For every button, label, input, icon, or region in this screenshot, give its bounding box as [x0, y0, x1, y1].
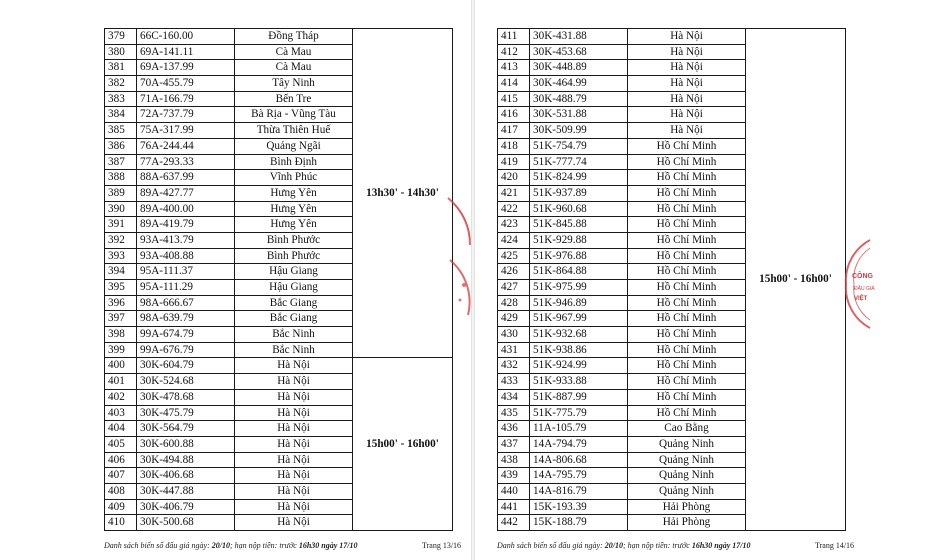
row-number: 394: [105, 264, 137, 280]
row-number: 423: [498, 217, 530, 233]
province-name: Hà Nội: [235, 374, 353, 390]
row-number: 380: [105, 44, 137, 60]
plate-number: 30K-453.68: [530, 44, 628, 60]
row-number: 409: [105, 499, 137, 515]
table-row: [498, 29, 846, 45]
province-name: Hồ Chí Minh: [628, 170, 746, 186]
province-name: Bắc Ninh: [235, 342, 353, 358]
row-number: 434: [498, 389, 530, 405]
row-number: 420: [498, 170, 530, 186]
row-number: 402: [105, 389, 137, 405]
plate-number: 51K-976.88: [530, 248, 628, 264]
plate-number: 51K-864.88: [530, 264, 628, 280]
province-name: Hải Phòng: [628, 499, 746, 515]
row-number: 400: [105, 358, 137, 374]
province-name: Hà Nội: [235, 468, 353, 484]
row-number: 424: [498, 232, 530, 248]
province-name: Hồ Chí Minh: [628, 327, 746, 343]
row-number: 382: [105, 76, 137, 92]
row-number: 386: [105, 138, 137, 154]
document-page-right: [474, 0, 864, 560]
plate-number: 51K-887.99: [530, 389, 628, 405]
plate-number: 14A-816.79: [530, 483, 628, 499]
footer-deadline: 16h30 ngày 17/10: [298, 541, 358, 550]
plate-number: 51K-967.99: [530, 311, 628, 327]
plate-number: 51K-937.89: [530, 185, 628, 201]
province-name: Hà Nội: [628, 123, 746, 139]
province-name: Vĩnh Phúc: [235, 170, 353, 186]
row-number: 431: [498, 342, 530, 358]
province-name: Cà Mau: [235, 60, 353, 76]
plate-number: 51K-777.74: [530, 154, 628, 170]
row-number: 390: [105, 201, 137, 217]
plate-number: 72A-737.79: [137, 107, 235, 123]
province-name: Hồ Chí Minh: [628, 154, 746, 170]
plate-number: 51K-775.79: [530, 405, 628, 421]
plate-number: 11A-105.79: [530, 421, 628, 437]
plate-number: 30K-524.68: [137, 374, 235, 390]
row-number: 381: [105, 60, 137, 76]
plate-number: 71A-166.79: [137, 91, 235, 107]
row-number: 427: [498, 280, 530, 296]
province-name: Hồ Chí Minh: [628, 201, 746, 217]
row-number: 418: [498, 138, 530, 154]
footer-middle: ; hạn nộp tiền: trước: [623, 541, 692, 550]
plate-number: 15K-188.79: [530, 515, 628, 531]
time-slot: 15h00' - 16h00': [353, 358, 453, 531]
plate-number: 30K-500.68: [137, 515, 235, 531]
province-name: Hồ Chí Minh: [628, 374, 746, 390]
row-number: 421: [498, 185, 530, 201]
plate-number: 30K-448.89: [530, 60, 628, 76]
province-name: Cao Bằng: [628, 421, 746, 437]
province-name: Hà Nội: [235, 515, 353, 531]
row-number: 391: [105, 217, 137, 233]
province-name: Bắc Giang: [235, 295, 353, 311]
province-name: Hồ Chí Minh: [628, 217, 746, 233]
plate-number: 51K-975.99: [530, 280, 628, 296]
row-number: 406: [105, 452, 137, 468]
plate-number: 76A-244.44: [137, 138, 235, 154]
province-name: Hà Nội: [628, 76, 746, 92]
province-name: Bến Tre: [235, 91, 353, 107]
row-number: 422: [498, 201, 530, 217]
row-number: 439: [498, 468, 530, 484]
footer-auction-date: 20/10: [604, 541, 623, 550]
plate-number: 51K-929.88: [530, 232, 628, 248]
province-name: Hồ Chí Minh: [628, 295, 746, 311]
page-footer: [104, 541, 358, 550]
plate-table-right: [497, 28, 846, 531]
province-name: Hà Nội: [235, 405, 353, 421]
table-row: [105, 29, 453, 45]
row-number: 419: [498, 154, 530, 170]
province-name: Bà Rịa - Vũng Tàu: [235, 107, 353, 123]
plate-number: 77A-293.33: [137, 154, 235, 170]
footer-prefix: Danh sách biển số đấu giá ngày:: [497, 541, 605, 550]
plate-number: 15K-193.39: [530, 499, 628, 515]
row-number: 430: [498, 327, 530, 343]
footer-middle: ; hạn nộp tiền: trước: [230, 541, 299, 550]
province-name: Tây Ninh: [235, 76, 353, 92]
seal-text: ĐẤU GIÁ: [854, 286, 875, 292]
row-number: 410: [105, 515, 137, 531]
plate-number: 30K-464.99: [530, 76, 628, 92]
page-footer: [497, 541, 751, 550]
plate-number: 30K-600.88: [137, 436, 235, 452]
plate-number: 98A-666.67: [137, 295, 235, 311]
plate-number: 14A-794.79: [530, 436, 628, 452]
row-number: 436: [498, 421, 530, 437]
plate-number: 69A-141.11: [137, 44, 235, 60]
plate-number: 30K-604.79: [137, 358, 235, 374]
row-number: 393: [105, 248, 137, 264]
province-name: Hồ Chí Minh: [628, 232, 746, 248]
row-number: 399: [105, 342, 137, 358]
plate-number: 70A-455.79: [137, 76, 235, 92]
row-number: 437: [498, 436, 530, 452]
province-name: Hà Nội: [235, 436, 353, 452]
row-number: 407: [105, 468, 137, 484]
page-number: Trang 13/16: [422, 541, 462, 550]
plate-number: 51K-946.89: [530, 295, 628, 311]
province-name: Quảng Ninh: [628, 483, 746, 499]
province-name: Hà Nội: [235, 499, 353, 515]
plate-number: 51K-938.86: [530, 342, 628, 358]
row-number: 417: [498, 123, 530, 139]
province-name: Hưng Yên: [235, 201, 353, 217]
row-number: 389: [105, 185, 137, 201]
row-number: 415: [498, 91, 530, 107]
row-number: 440: [498, 483, 530, 499]
plate-number: 14A-806.68: [530, 452, 628, 468]
row-number: 383: [105, 91, 137, 107]
footer-auction-date: 20/10: [211, 541, 230, 550]
province-name: Cà Mau: [235, 44, 353, 60]
plate-number: 30K-406.68: [137, 468, 235, 484]
row-number: 412: [498, 44, 530, 60]
province-name: Hậu Giang: [235, 280, 353, 296]
row-number: 416: [498, 107, 530, 123]
plate-number: 30K-406.79: [137, 499, 235, 515]
plate-number: 51K-845.88: [530, 217, 628, 233]
province-name: Hà Nội: [628, 91, 746, 107]
province-name: Hà Nội: [235, 483, 353, 499]
province-name: Bắc Ninh: [235, 327, 353, 343]
plate-number: 30K-564.79: [137, 421, 235, 437]
plate-number: 30K-447.88: [137, 483, 235, 499]
province-name: Hồ Chí Minh: [628, 389, 746, 405]
plate-number: 30K-509.99: [530, 123, 628, 139]
time-slot: 13h30' - 14h30': [353, 29, 453, 358]
province-name: Hậu Giang: [235, 264, 353, 280]
province-name: Đồng Tháp: [235, 29, 353, 45]
row-number: 429: [498, 311, 530, 327]
row-number: 425: [498, 248, 530, 264]
plate-number: 69A-137.99: [137, 60, 235, 76]
plate-number: 98A-639.79: [137, 311, 235, 327]
row-number: 441: [498, 499, 530, 515]
plate-number: 30K-478.68: [137, 389, 235, 405]
row-number: 404: [105, 421, 137, 437]
row-number: 438: [498, 452, 530, 468]
province-name: Hà Nội: [235, 358, 353, 374]
province-name: Hà Nội: [235, 389, 353, 405]
plate-number: 51K-754.79: [530, 138, 628, 154]
plate-number: 66C-160.00: [137, 29, 235, 45]
plate-number: 30K-494.88: [137, 452, 235, 468]
plate-number: 95A-111.29: [137, 280, 235, 296]
footer-prefix: Danh sách biển số đấu giá ngày:: [104, 541, 212, 550]
province-name: Quảng Ngãi: [235, 138, 353, 154]
row-number: 405: [105, 436, 137, 452]
plate-number: 89A-427.77: [137, 185, 235, 201]
province-name: Thừa Thiên Huế: [235, 123, 353, 139]
row-number: 384: [105, 107, 137, 123]
province-name: Hà Nội: [628, 29, 746, 45]
row-number: 403: [105, 405, 137, 421]
province-name: Hồ Chí Minh: [628, 342, 746, 358]
row-number: 385: [105, 123, 137, 139]
row-number: 408: [105, 483, 137, 499]
plate-number: 99A-674.79: [137, 327, 235, 343]
province-name: Bình Định: [235, 154, 353, 170]
province-name: Hải Phòng: [628, 515, 746, 531]
row-number: 388: [105, 170, 137, 186]
plate-number: 89A-419.79: [137, 217, 235, 233]
plate-number: 93A-413.79: [137, 232, 235, 248]
plate-number: 51K-960.68: [530, 201, 628, 217]
plate-number: 51K-824.99: [530, 170, 628, 186]
province-name: Hồ Chí Minh: [628, 358, 746, 374]
row-number: 392: [105, 232, 137, 248]
province-name: Hà Nội: [628, 60, 746, 76]
table-row: [105, 358, 453, 374]
province-name: Hà Nội: [235, 452, 353, 468]
row-number: 401: [105, 374, 137, 390]
time-slot: 15h00' - 16h00': [746, 29, 846, 531]
plate-number: 95A-111.37: [137, 264, 235, 280]
province-name: Hà Nội: [235, 421, 353, 437]
province-name: Hồ Chí Minh: [628, 405, 746, 421]
seal-text: VIỆT: [854, 296, 868, 302]
seal-text: CÔNG: [852, 273, 873, 280]
plate-number: 51K-932.68: [530, 327, 628, 343]
row-number: 435: [498, 405, 530, 421]
plate-number: 30K-431.88: [530, 29, 628, 45]
plate-number: 51K-933.88: [530, 374, 628, 390]
row-number: 442: [498, 515, 530, 531]
plate-number: 89A-400.00: [137, 201, 235, 217]
row-number: 396: [105, 295, 137, 311]
province-name: Quảng Ninh: [628, 452, 746, 468]
plate-number: 88A-637.99: [137, 170, 235, 186]
province-name: Bắc Giang: [235, 311, 353, 327]
plate-number: 99A-676.79: [137, 342, 235, 358]
plate-number: 30K-475.79: [137, 405, 235, 421]
province-name: Hồ Chí Minh: [628, 185, 746, 201]
province-name: Bình Phước: [235, 248, 353, 264]
province-name: Hưng Yên: [235, 185, 353, 201]
province-name: Hồ Chí Minh: [628, 280, 746, 296]
row-number: 395: [105, 280, 137, 296]
plate-number: 75A-317.99: [137, 123, 235, 139]
page-number: Trang 14/16: [815, 541, 855, 550]
document-page-left: [82, 0, 472, 560]
row-number: 387: [105, 154, 137, 170]
row-number: 397: [105, 311, 137, 327]
province-name: Hồ Chí Minh: [628, 248, 746, 264]
plate-number: 51K-924.99: [530, 358, 628, 374]
row-number: 379: [105, 29, 137, 45]
row-number: 432: [498, 358, 530, 374]
province-name: Hưng Yên: [235, 217, 353, 233]
footer-deadline: 16h30 ngày 17/10: [691, 541, 751, 550]
province-name: Hồ Chí Minh: [628, 264, 746, 280]
row-number: 398: [105, 327, 137, 343]
plate-number: 30K-488.79: [530, 91, 628, 107]
row-number: 433: [498, 374, 530, 390]
province-name: Hà Nội: [628, 44, 746, 60]
plate-number: 93A-408.88: [137, 248, 235, 264]
plate-number: 30K-531.88: [530, 107, 628, 123]
province-name: Hồ Chí Minh: [628, 138, 746, 154]
row-number: 426: [498, 264, 530, 280]
plate-table-left: [104, 28, 453, 531]
province-name: Hồ Chí Minh: [628, 311, 746, 327]
row-number: 411: [498, 29, 530, 45]
row-number: 414: [498, 76, 530, 92]
province-name: Bình Phước: [235, 232, 353, 248]
province-name: Hà Nội: [628, 107, 746, 123]
row-number: 428: [498, 295, 530, 311]
province-name: Quảng Ninh: [628, 468, 746, 484]
plate-number: 14A-795.79: [530, 468, 628, 484]
row-number: 413: [498, 60, 530, 76]
province-name: Quảng Ninh: [628, 436, 746, 452]
